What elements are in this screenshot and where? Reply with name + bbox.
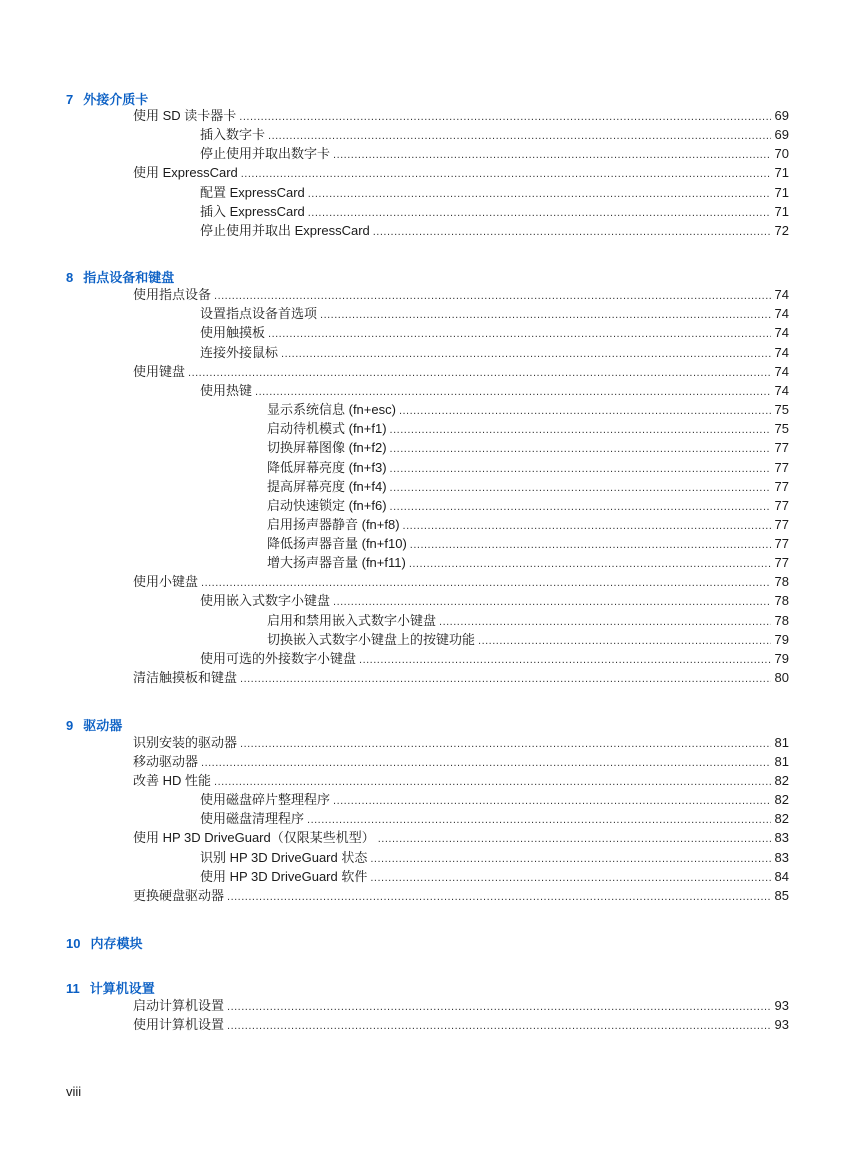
toc-entry[interactable] [133,996,789,1015]
toc-entry[interactable] [267,496,789,515]
entry-title: 使用指点设备 [133,287,212,302]
entry-title: 识别 HP 3D DriveGuard 状态 [200,850,368,865]
dot-leader [333,593,771,612]
entry-title: 设置指点设备首选项 [200,306,318,321]
entry-title: 使用 HP 3D DriveGuard 软件 [200,869,368,884]
entry-title: 使用磁盘清理程序 [200,811,305,826]
toc-entry[interactable] [200,221,789,240]
entry-title: 识别安装的驱动器 [133,735,238,750]
entry-title: 增大扬声器音量 (fn+f11) [267,555,406,570]
toc-entry[interactable] [200,144,789,163]
entry-title: 移动驱动器 [133,754,199,769]
entry-title: 使用 HP 3D DriveGuard（仅限某些机型） [133,830,375,845]
toc-entry[interactable] [200,649,789,668]
entry-title: 停止使用并取出数字卡 [200,146,331,161]
toc-entry[interactable] [267,438,789,457]
toc-entry[interactable] [133,572,789,591]
entry-title: 显示系统信息 (fn+esc) [267,402,396,417]
page-number: 82 [774,792,789,807]
chapter-heading[interactable] [66,978,155,997]
toc-entry[interactable] [133,752,789,771]
page-number: 74 [774,364,789,379]
page-number: 78 [774,613,789,628]
chapter-number: 9 [66,718,74,733]
entry-title: 使用 ExpressCard [133,165,238,180]
entry-title: 使用磁盘碎片整理程序 [200,792,331,807]
page-number: 78 [774,574,789,589]
page-number: 77 [774,555,789,570]
page-number: 75 [774,421,789,436]
page-number: 81 [774,754,789,769]
toc-entry[interactable] [200,790,789,809]
toc-entry[interactable] [267,458,789,477]
dot-leader [227,888,771,907]
page-number: 77 [774,536,789,551]
entry-title: 降低扬声器音量 (fn+f10) [267,536,407,551]
toc-entry[interactable] [200,202,789,221]
entry-title: 更换硬盘驱动器 [133,888,225,903]
toc-entry[interactable] [133,771,789,790]
toc-entry[interactable] [200,183,789,202]
dot-leader [227,1017,771,1036]
entry-title: 使用热键 [200,383,253,398]
page-number: 78 [774,593,789,608]
page-number: 71 [774,165,789,180]
chapter-title: 驱动器 [83,718,123,733]
chapter-number: 7 [66,92,74,107]
page-number: 77 [774,479,789,494]
chapter-title: 外接介质卡 [83,92,149,107]
dot-leader [240,670,771,689]
entry-title: 插入数字卡 [200,127,266,142]
toc-entry[interactable] [200,809,789,828]
page-number: 83 [774,830,789,845]
toc-entry[interactable] [200,343,789,362]
entry-title: 停止使用并取出 ExpressCard [200,223,370,238]
entry-title: 使用计算机设置 [133,1017,225,1032]
chapter-number: 11 [66,981,80,996]
chapter-title: 内存模块 [90,936,143,951]
page-number: 85 [774,888,789,903]
toc-entry[interactable] [133,886,789,905]
toc-entry[interactable] [133,828,789,847]
toc-entry[interactable] [200,848,789,867]
entry-title: 使用 SD 读卡器卡 [133,108,237,123]
entry-title: 启动快速锁定 (fn+f6) [267,498,387,513]
page-number: 69 [774,127,789,142]
page-number: 93 [774,1017,789,1032]
page-number: 74 [774,383,789,398]
page-number: 84 [774,869,789,884]
entry-title: 启动待机模式 (fn+f1) [267,421,387,436]
page-number: 77 [774,440,789,455]
toc-entry[interactable] [267,611,789,630]
toc-entry[interactable] [267,400,789,419]
page-number: 77 [774,460,789,475]
toc-entry[interactable] [267,553,789,572]
toc-entry[interactable] [133,285,789,304]
page-number: 77 [774,498,789,513]
toc-entry[interactable] [133,106,789,125]
page-footer-number: viii [66,1084,82,1099]
toc-entry[interactable] [267,477,789,496]
entry-title: 切换屏幕图像 (fn+f2) [267,440,387,455]
page-number: 69 [774,108,789,123]
toc-entry[interactable] [267,515,789,534]
page-number: 74 [774,325,789,340]
toc-entry[interactable] [200,323,789,342]
entry-title: 切换嵌入式数字小键盘上的按键功能 [267,632,476,647]
entry-title: 插入 ExpressCard [200,204,305,219]
entry-title: 使用嵌入式数字小键盘 [200,593,331,608]
page-number: 79 [774,632,789,647]
page-number: 80 [774,670,789,685]
toc-entry[interactable] [200,125,789,144]
toc-entry[interactable] [133,163,789,182]
entry-title: 连接外接鼠标 [200,345,279,360]
page-number: 70 [774,146,789,161]
page-number: 74 [774,287,789,302]
chapter-number: 10 [66,936,81,951]
page-number: 81 [774,735,789,750]
toc-entry[interactable] [267,419,789,438]
toc-entry[interactable] [133,668,789,687]
page-number: 79 [774,651,789,666]
toc-entry[interactable] [200,304,789,323]
entry-title: 使用可选的外接数字小键盘 [200,651,357,666]
page-number: 77 [774,517,789,532]
entry-title: 提高屏幕亮度 (fn+f4) [267,479,387,494]
page-number: 75 [774,402,789,417]
chapter-heading[interactable] [66,933,142,952]
entry-title: 启用和禁用嵌入式数字小键盘 [267,613,437,628]
chapter-number: 8 [66,270,74,285]
page-number: 82 [774,773,789,788]
toc-entry[interactable] [133,1015,789,1034]
dot-leader [378,830,771,849]
page-number: 82 [774,811,789,826]
dot-leader [390,440,771,459]
toc-entry[interactable] [133,362,789,381]
entry-title: 改善 HD 性能 [133,773,212,788]
chapter-heading[interactable] [66,715,122,734]
chapter-title: 计算机设置 [89,981,155,996]
toc-entry[interactable] [200,867,789,886]
entry-title: 启动计算机设置 [133,998,225,1013]
dot-leader [241,165,771,184]
entry-title: 配置 ExpressCard [200,185,305,200]
chapter-heading[interactable] [66,267,174,286]
dot-leader [373,223,771,242]
page-number: 71 [774,185,789,200]
entry-title: 降低屏幕亮度 (fn+f3) [267,460,387,475]
page-number: 74 [774,306,789,321]
toc-entry[interactable] [133,733,789,752]
toc-entry[interactable] [200,381,789,400]
toc-entry[interactable] [267,630,789,649]
page-number: 71 [774,204,789,219]
page-number: 74 [774,345,789,360]
entry-title: 启用扬声器静音 (fn+f8) [267,517,400,532]
dot-leader [268,325,771,344]
toc-entry[interactable] [267,534,789,553]
chapter-title: 指点设备和键盘 [83,270,175,285]
page-number: 83 [774,850,789,865]
entry-title: 清洁触摸板和键盘 [133,670,238,685]
entry-title: 使用小键盘 [133,574,199,589]
page-number: 72 [774,223,789,238]
toc-entry[interactable] [200,591,789,610]
entry-title: 使用触摸板 [200,325,266,340]
entry-title: 使用键盘 [133,364,186,379]
page-number: 93 [774,998,789,1013]
